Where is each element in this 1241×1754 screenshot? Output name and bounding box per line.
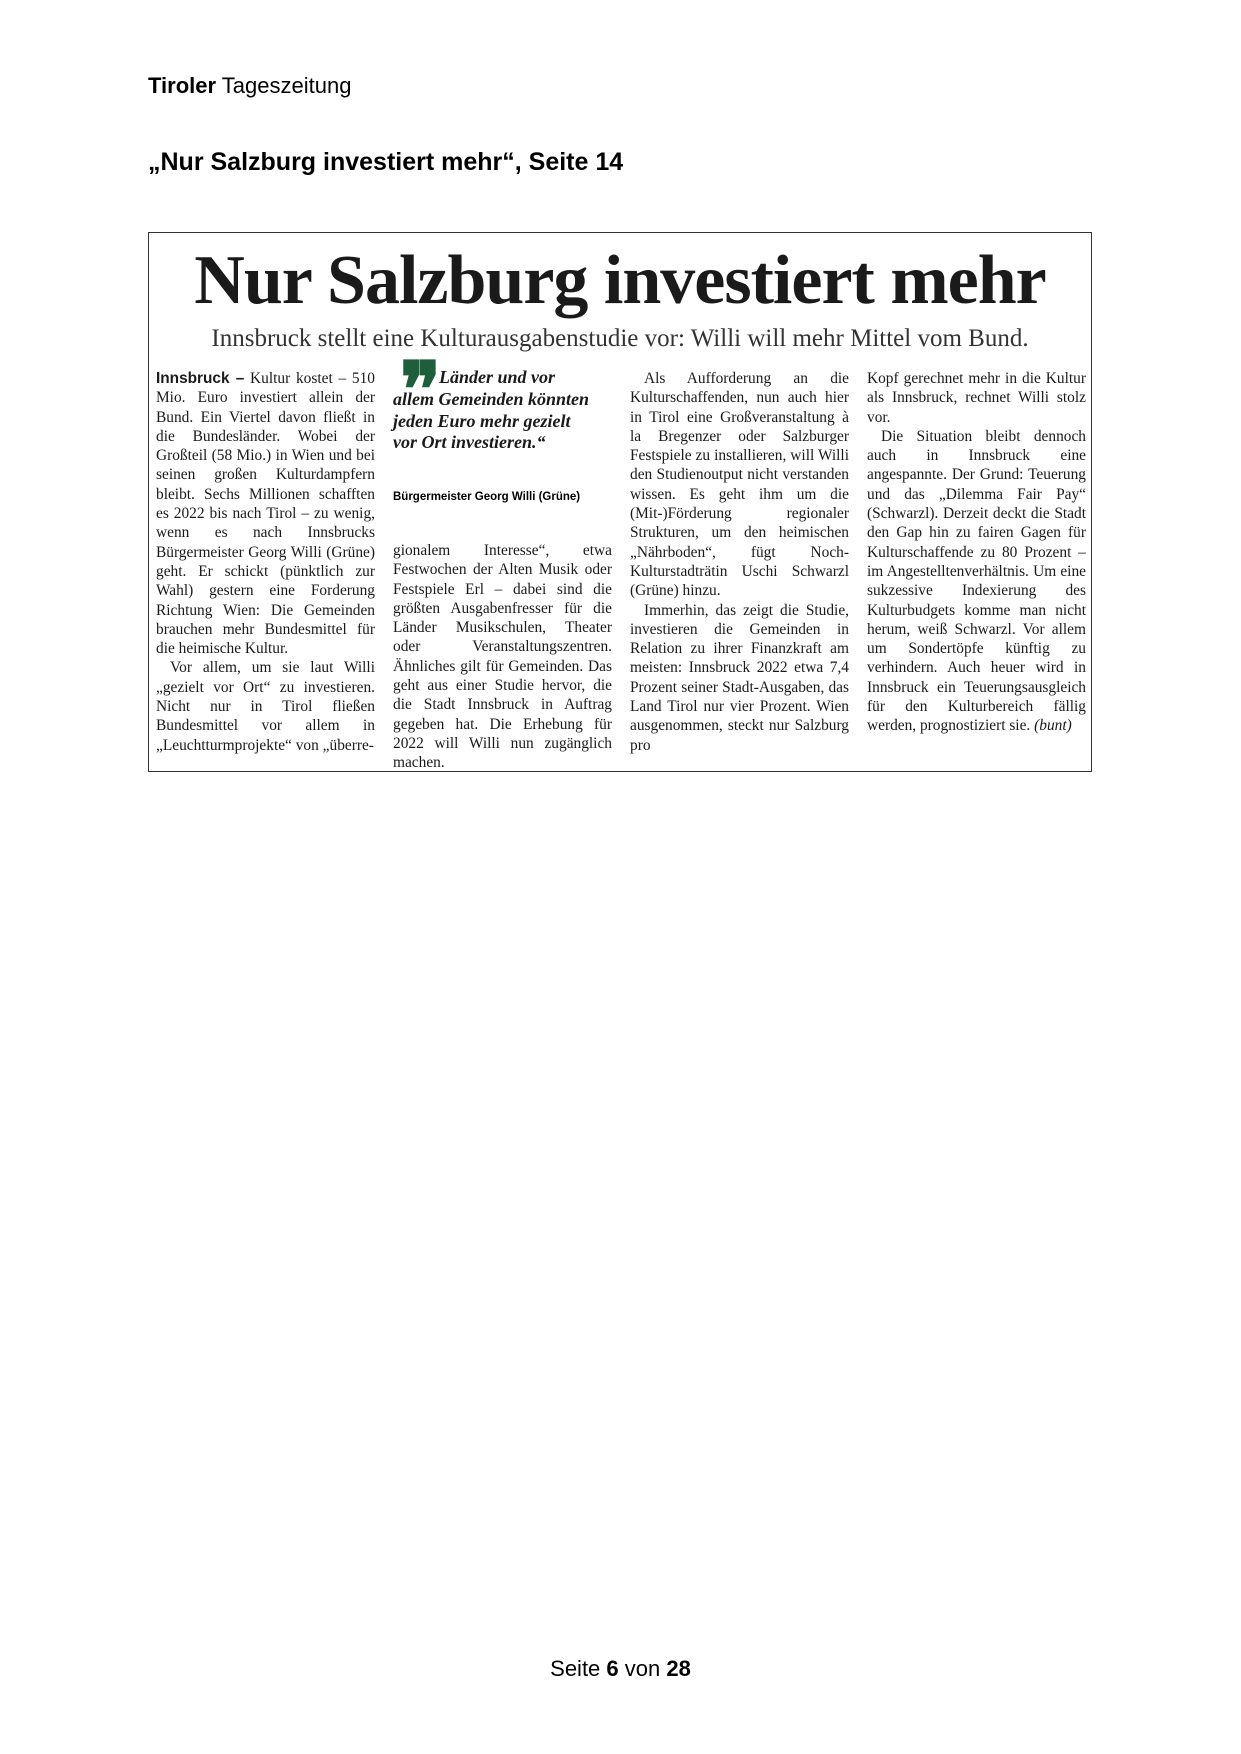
article-headline: Nur Salzburg investiert mehr	[194, 242, 1046, 319]
author-credit: (bunt)	[1034, 717, 1072, 735]
article-column-1	[156, 369, 375, 755]
paragraph: Innsbruck – Kultur kostet – 510 Mio. Euro investiert allein der Bund. Ein Viertel davon fließt in die Bundesländer. Wobei der Großteil (58 Mio.) in Wien und bei seinen großen Kulturdampfern bleibt. Sechs Millionen schafften es 2022 bis nach Tirol – zu wenig, wenn es nach Innsbrucks Bürgermeister Georg Willi (Grüne) geht. Er schickt (pünktlich zur Wahl) gestern eine Forderung Richtung Wien: Die Gemeinden brauchen mehr Bundesmittel für die heimische Kultur.	[156, 370, 376, 658]
newspaper-clipping	[148, 232, 1092, 772]
paragraph: Als Aufforderung an die Kulturschaffenden, nun auch hier in Tirol eine Großveranstaltung à la Bregenzer oder Salzburger Festspiele zu installieren, will Willi den Studienoutput nicht verstanden wissen. Es geht ihm um die (Mit-)Förderung regionaler Strukturen, um den heimischen „Nährboden“, fügt Noch-Kulturstadträtin Uschi Schwarzl (Grüne) hinzu.	[630, 370, 849, 600]
paragraph: Immerhin, das zeigt die Studie, investieren die Gemeinden in Relation zu ihrer Finanzkraft am meisten: Innsbruck 2022 etwa 7,4 Prozent seiner Stadt-Ausgaben, das Land Tirol nur vier Prozent. Wien ausgenommen, steckt nur Salzburg pro	[630, 601, 849, 754]
paragraph: gionalem Interesse“, etwa Festwochen der Alten Musik oder Festspiele Erl – dabei sind die größten Ausgabenfresser für die Länder Musikschulen, Theater oder Veranstaltungszentren. Ähnliches gilt für Gemeinden. Das geht aus einer Studie hervor, die die Stadt Innsbruck in Auftrag gegeben hat. Die Erhebung für 2022 will Willi nun zugänglich machen.	[393, 542, 612, 772]
article-column-3	[630, 369, 849, 755]
dateline: Innsbruck –	[156, 370, 245, 387]
pull-quote	[393, 349, 612, 537]
document-title: „Nur Salzburg investiert mehr“, Seite 14	[148, 148, 624, 176]
pull-quote-attribution: Bürgermeister Georg Willi (Grüne)	[393, 491, 581, 503]
paragraph: Die Situation bleibt dennoch auch in Innsbruck eine angespannte. Der Grund: Teuerung und das „Dilemma Fair Pay“ (Schwarzl). Derzeit deckt die Stadt den Gap hin zu fairen Gagen für Kulturschaffende zu 80 Prozent – im Angestelltenverhältnis. Um eine sukzessive Indexierung des Kulturbudgets komme man nicht herum, weiß Schwarzl. Vor allem um Sondertöpfe künftig zu verhindern. Auch heuer wird in Innsbruck ein Teuerungsausgleich für den Kulturbereich fällig werden, prognostiziert sie. (bunt)	[867, 427, 1086, 735]
article-subheadline: Innsbruck stellt eine Kulturausgabenstudie vor: Willi will mehr Mittel vom Bund.	[211, 325, 1029, 352]
quote-mark-icon: ❞	[400, 349, 441, 433]
paragraph: Kopf gerechnet mehr in die Kultur als Innsbruck, rechnet Willi stolz vor.	[867, 370, 1086, 426]
page-number: Seite 6 von 28	[550, 1656, 691, 1681]
article-column-2	[393, 541, 612, 773]
pull-quote-text: Länder und vor allem Gemeinden könnten jeden Euro mehr gezielt vor Ort investieren.“	[393, 367, 590, 453]
article-column-4	[867, 369, 1086, 736]
paragraph: Vor allem, um sie laut Willi „gezielt vor Ort“ zu investieren. Nicht nur in Tirol fließen Bundesmittel vor allem in „Leuchtturmprojekte“ von „überre-	[156, 659, 375, 754]
source-publication: Tiroler Tageszeitung	[148, 73, 352, 98]
